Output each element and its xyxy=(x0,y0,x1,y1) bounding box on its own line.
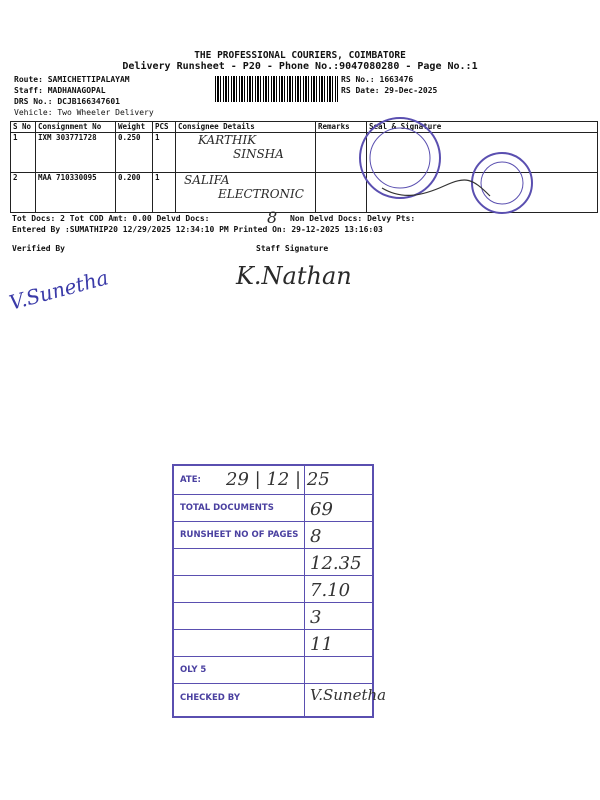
row-weight: 0.250 xyxy=(116,133,153,173)
verified-by-label: Verified By xyxy=(12,244,65,253)
rs-no-label: RS No.: 1663476 xyxy=(341,75,414,84)
consignee-name-2: ELECTRONIC xyxy=(218,187,304,201)
col-remarks: Remarks xyxy=(316,122,367,133)
stamp-row-value: 11 xyxy=(310,634,333,655)
entered-by-line: Entered By :SUMATHIP20 12/29/2025 12:34:10 PM Printed On: 29-12-2025 13:16:03 xyxy=(12,225,383,234)
rs-date-label: RS Date: 29-Dec-2025 xyxy=(341,86,438,95)
row-pcs: 1 xyxy=(153,173,176,213)
route-label: Route: SAMICHETTIPALAYAM xyxy=(14,75,130,84)
non-delivered-line: Non Delvd Docs: Delvy Pts: xyxy=(290,214,416,223)
col-consignment: Consignment No xyxy=(36,122,116,133)
drs-no-label: DRS No.: DCJB166347601 xyxy=(14,97,120,106)
row-consignment: IXM 303771728 xyxy=(36,133,116,173)
col-weight: Weight xyxy=(116,122,153,133)
stamp-oly-label: OLY 5 xyxy=(180,665,207,675)
totals-line: Tot Docs: 2 Tot COD Amt: 0.00 Delvd Docs: xyxy=(12,214,210,223)
col-sno: S No xyxy=(11,122,36,133)
seal-stamp xyxy=(352,108,582,218)
consignee-name: SALIFA xyxy=(184,173,230,187)
consignee-name-2: SINSHA xyxy=(233,147,284,161)
col-consignee: Consignee Details xyxy=(176,122,316,133)
stamp-date-label: ATE: xyxy=(180,475,201,485)
vehicle-label: Vehicle: Two Wheeler Delivery xyxy=(14,108,154,117)
barcode xyxy=(215,76,338,102)
row-sno: 2 xyxy=(11,173,36,213)
staff-signature-label: Staff Signature xyxy=(256,244,329,253)
stamp-total-docs-label: TOTAL DOCUMENTS xyxy=(180,503,274,513)
summary-stamp xyxy=(172,464,387,718)
stamp-checked-by-signature: V.Sunetha xyxy=(310,686,387,704)
stamp-date-value: 29 | 12 | 25 xyxy=(226,469,330,490)
staff-signature: K.Nathan xyxy=(236,262,352,290)
stamp-runsheet-value: 8 xyxy=(310,526,322,547)
stamp-checked-by-label: CHECKED BY xyxy=(180,693,240,703)
verified-signature: V.Sunetha xyxy=(6,265,111,315)
stamp-row-value: 3 xyxy=(310,607,322,628)
delivered-docs-handwritten: 8 xyxy=(267,208,278,227)
stamp-total-docs-value: 69 xyxy=(310,499,333,520)
staff-label: Staff: MADHANAGOPAL xyxy=(14,86,106,95)
col-pcs: PCS xyxy=(153,122,176,133)
consignee-name: KARTHIK xyxy=(198,133,257,147)
stamp-row-value: 7.10 xyxy=(310,580,351,601)
stamp-runsheet-label: RUNSHEET NO OF PAGES xyxy=(180,530,299,540)
col-seal: Seal & Signature xyxy=(367,122,598,133)
runsheet-subtitle: Delivery Runsheet - P20 - Phone No.:9047080280 - Page No.:1 xyxy=(122,61,478,72)
row-consignee xyxy=(176,133,316,173)
row-sno: 1 xyxy=(11,133,36,173)
row-weight: 0.200 xyxy=(116,173,153,213)
stamp-row-value: 12.35 xyxy=(310,553,362,574)
row-pcs: 1 xyxy=(153,133,176,173)
row-consignee xyxy=(176,173,316,213)
company-title: THE PROFESSIONAL COURIERS, COIMBATORE xyxy=(194,50,406,61)
row-consignment: MAA 710330095 xyxy=(36,173,116,213)
